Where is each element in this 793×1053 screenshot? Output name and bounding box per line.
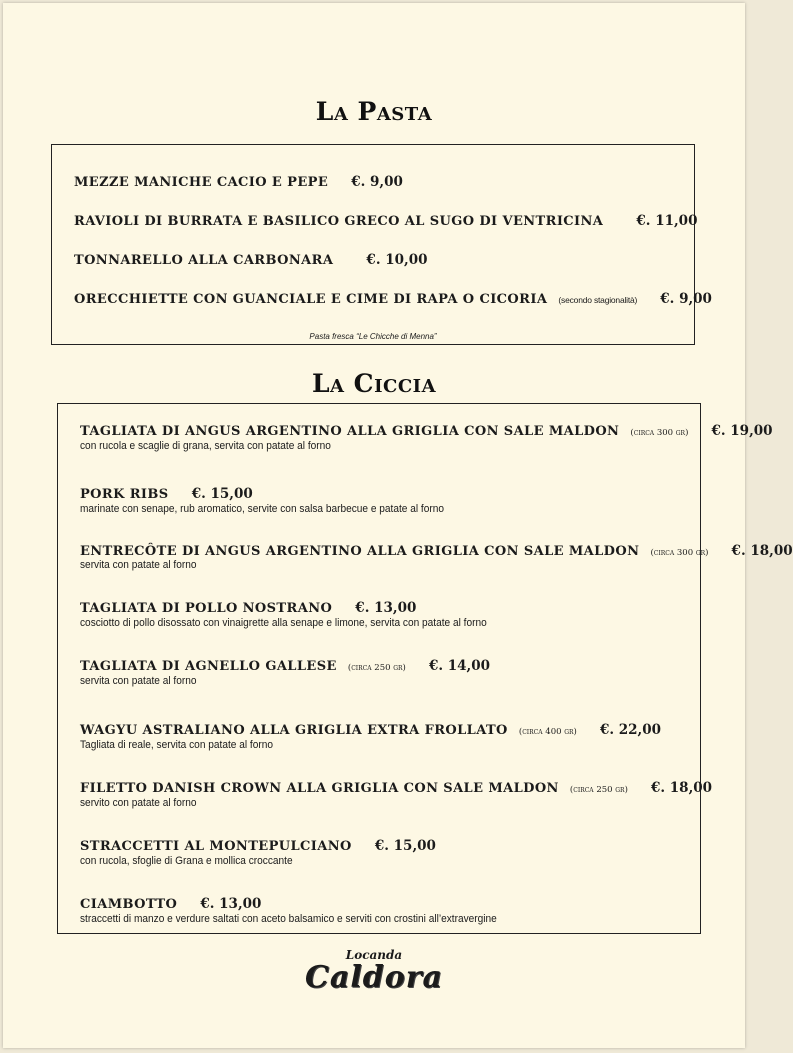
dish-price: €. 15,00 — [191, 486, 253, 502]
dish-description: straccetti di manzo e verdure saltati con aceto balsamico e serviti con crostini all’extravergine — [80, 913, 497, 925]
menu-item — [74, 288, 712, 307]
menu-page — [3, 3, 793, 1048]
dish-note: (circa 250 gr) — [569, 785, 628, 795]
dish-description: servita con patate al forno — [80, 675, 197, 687]
menu-item — [74, 210, 697, 229]
menu-item — [80, 597, 416, 616]
dish-name: ORECCHIETTE CON GUANCIALE E CIME DI RAPA O CICORIA — [74, 292, 548, 307]
dish-description: con rucola e scaglie di grana, servita con patate al forno — [80, 440, 331, 452]
dish-price: €. 14,00 — [428, 658, 491, 674]
dish-price: €. 11,00 — [636, 213, 698, 229]
dish-note: (circa 300 gr) — [630, 428, 689, 438]
dish-name: TAGLIATA DI ANGUS ARGENTINO ALLA GRIGLIA CON SALE MALDON — [80, 424, 620, 439]
dish-name: TONNARELLO ALLA CARBONARA — [74, 253, 334, 268]
ciccia-title: La Ciccia — [311, 369, 437, 398]
dish-name: CIAMBOTTO — [80, 897, 178, 912]
dish-name: STRACCETTI AL MONTEPULCIANO — [80, 839, 352, 854]
dish-name: FILETTO DANISH CROWN ALLA GRIGLIA CON SALE MALDON — [80, 781, 559, 796]
dish-note: (secondo stagionalità) — [558, 295, 638, 305]
dish-description: servita con patate al forno — [80, 559, 197, 571]
dish-price: €. 9,00 — [660, 291, 712, 307]
menu-item — [80, 420, 773, 439]
dish-price: €. 10,00 — [366, 252, 428, 268]
dish-name: MEZZE MANICHE CACIO E PEPE — [74, 175, 329, 190]
dish-price: €. 15,00 — [374, 838, 436, 854]
menu-item — [80, 835, 436, 854]
menu-item — [80, 719, 661, 738]
dish-name: RAVIOLI DI BURRATA E BASILICO GRECO AL SUGO DI VENTRICINA — [74, 214, 604, 229]
logo-big-text: Caldora — [305, 960, 443, 995]
dish-description: marinate con senape, rub aromatico, servite con salsa barbecue e patate al forno — [80, 503, 444, 515]
menu-item — [80, 540, 793, 559]
pasta-footnote: Pasta fresca “Le Chicche di Menna” — [309, 332, 437, 341]
dish-note: (circa 400 gr) — [518, 727, 577, 737]
dish-note: (circa 250 gr) — [347, 663, 406, 673]
dish-name: PORK RIBS — [80, 487, 169, 502]
dish-name: WAGYU ASTRALIANO ALLA GRIGLIA EXTRA FROLLATO — [80, 723, 508, 738]
dish-note: (circa 300 gr) — [650, 548, 709, 558]
dish-description: Tagliata di reale, servita con patate al forno — [80, 739, 273, 751]
dish-description: servito con patate al forno — [80, 797, 197, 809]
menu-item — [74, 171, 403, 190]
dish-price: €. 18,00 — [651, 780, 713, 796]
dish-price: €. 18,00 — [731, 543, 793, 559]
dish-price: €. 9,00 — [351, 174, 403, 190]
menu-item — [80, 777, 712, 796]
restaurant-logo — [3, 948, 745, 994]
dish-name: ENTRECÔTE DI ANGUS ARGENTINO ALLA GRIGLIA CON SALE MALDON — [80, 544, 640, 559]
dish-description: con rucola, sfoglie di Grana e mollica croccante — [80, 855, 293, 867]
menu-item — [80, 483, 253, 502]
dish-name: TAGLIATA DI POLLO NOSTRANO — [80, 601, 333, 616]
logo-small-text: Locanda — [345, 948, 403, 962]
menu-item — [80, 655, 490, 674]
dish-price: €. 22,00 — [599, 722, 662, 738]
dish-price: €. 13,00 — [200, 896, 262, 912]
dish-price: €. 13,00 — [355, 600, 417, 616]
dish-name: TAGLIATA DI AGNELLO GALLESE — [80, 659, 337, 674]
menu-item — [74, 249, 428, 268]
pasta-title: La Pasta — [315, 97, 433, 126]
menu-item — [80, 893, 261, 912]
dish-description: cosciotto di pollo disossato con vinaigrette alla senape e limone, servita con patate al forno — [80, 617, 487, 629]
ciccia-box — [57, 403, 793, 934]
dish-price: €. 19,00 — [711, 423, 773, 439]
pasta-box — [51, 144, 712, 345]
